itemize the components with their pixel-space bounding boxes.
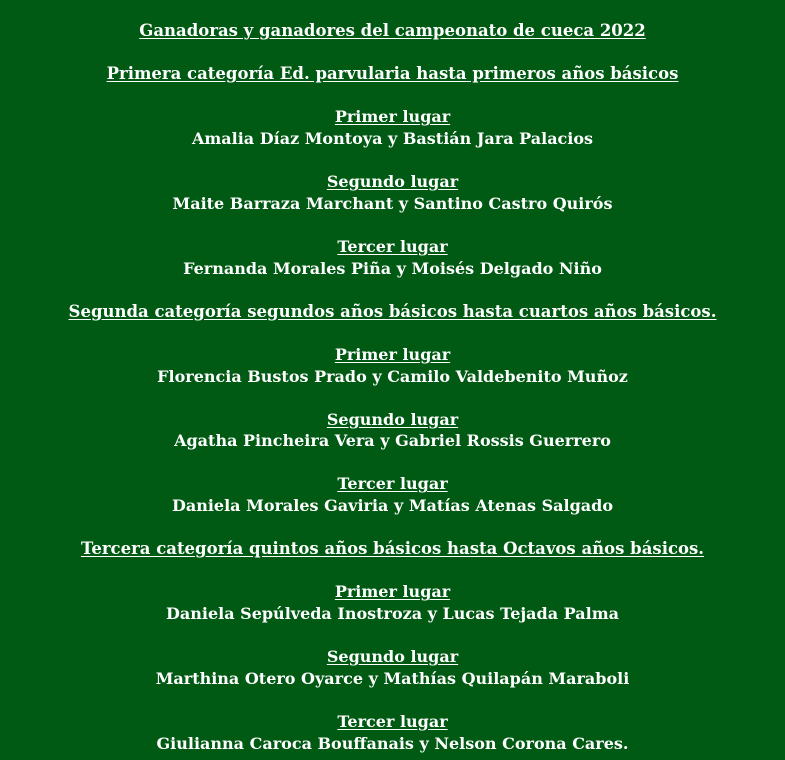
winners-2-1: Florencia Bustos Prado y Camilo Valdebenito Muñoz — [157, 366, 628, 386]
winners-1-1: Amalia Díaz Montoya y Bastián Jara Palacios — [191, 128, 594, 148]
winners-2-3: Daniela Morales Gaviria y Matías Atenas Salgado — [171, 496, 614, 516]
spacer — [0, 689, 785, 711]
winners-3-2: Marthina Otero Oyarce y Mathías Quilapán Maraboli — [155, 668, 630, 688]
spacer — [0, 214, 785, 236]
place-label-1-1: Primer lugar — [334, 107, 451, 127]
category-heading-3: Tercera categoría quintos años básicos hasta Octavos años básicos. — [80, 539, 705, 559]
spacer — [0, 42, 785, 64]
category-heading-1: Primera categoría Ed. parvularia hasta primeros años básicos — [106, 64, 679, 84]
place-label-1-3: Tercer lugar — [337, 236, 448, 256]
place-label-2-2: Segundo lugar — [326, 409, 459, 429]
spacer — [0, 150, 785, 172]
place-label-2-1: Primer lugar — [334, 344, 451, 364]
place-label-2-3: Tercer lugar — [337, 474, 448, 494]
winners-2-2: Agatha Pincheira Vera y Gabriel Rossis Guerrero — [174, 431, 611, 451]
place-label-1-2: Segundo lugar — [326, 172, 459, 192]
winners-3-1: Daniela Sepúlveda Inostroza y Lucas Tejada Palma — [165, 604, 619, 624]
spacer — [0, 387, 785, 409]
spacer — [0, 279, 785, 301]
spacer — [0, 452, 785, 474]
winners-3-3: Giulianna Caroca Bouffanais y Nelson Corona Cares. — [156, 733, 629, 753]
spacer — [0, 85, 785, 107]
place-label-3-3: Tercer lugar — [337, 712, 448, 731]
page-title: Ganadoras y ganadores del campeonato de cueca 2022 — [139, 21, 646, 40]
spacer — [0, 625, 785, 647]
place-label-3-1: Primer lugar — [334, 582, 451, 602]
spacer — [0, 517, 785, 539]
spacer — [0, 560, 785, 582]
place-label-3-2: Segundo lugar — [326, 647, 459, 667]
winners-1-2: Maite Barraza Marchant y Santino Castro Quirós — [172, 193, 613, 213]
spacer — [0, 322, 785, 344]
category-heading-2: Segunda categoría segundos años básicos hasta cuartos años básicos. — [68, 301, 717, 321]
winners-1-3: Fernanda Morales Piña y Moisés Delgado Niño — [183, 258, 602, 278]
